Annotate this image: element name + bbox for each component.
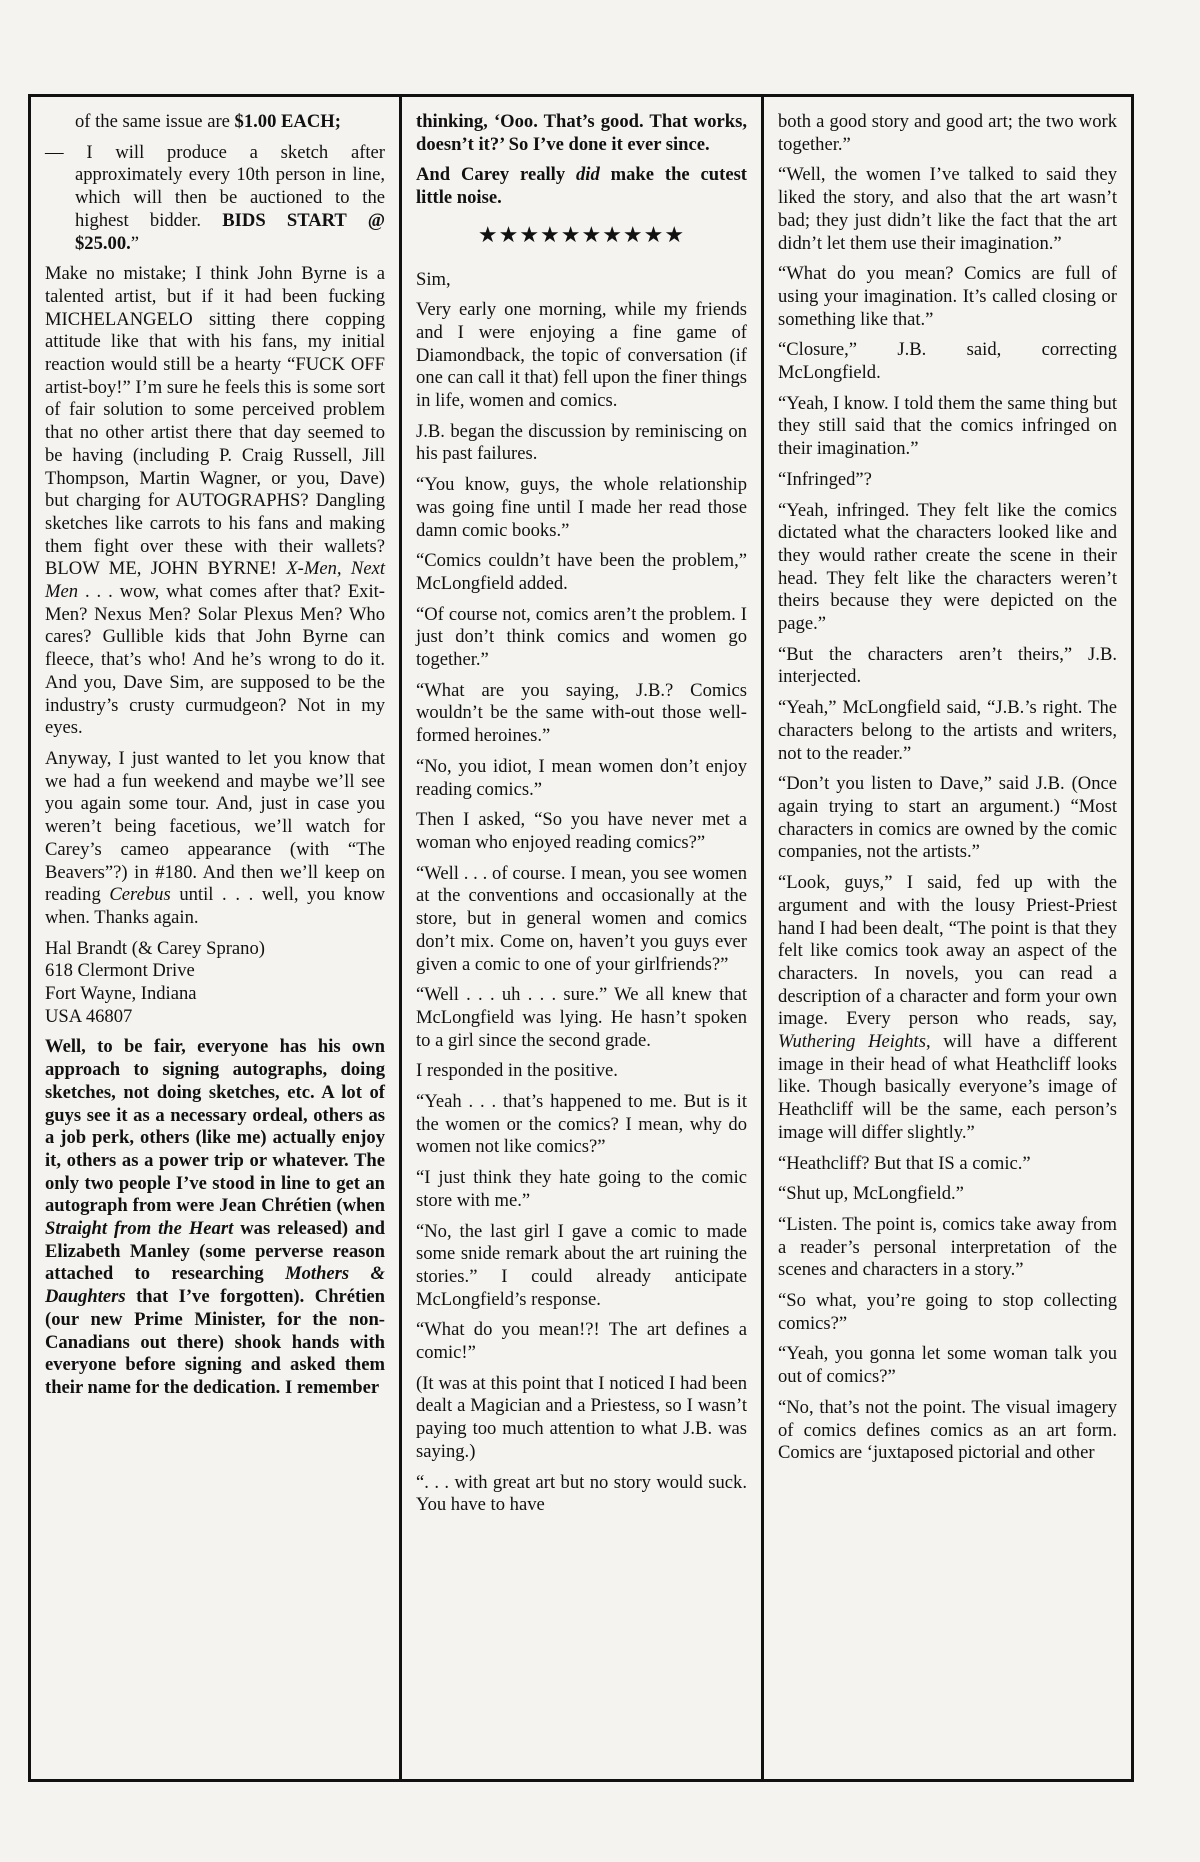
paragraph: “So what, you’re going to stop collecting comics?” (778, 1290, 1117, 1334)
paragraph: “Yeah,” McLongfield said, “J.B.’s right. The characters belong to the artists and writers, not to the reader.” (778, 697, 1117, 764)
address-line: USA 46807 (45, 1005, 133, 1027)
address-line: Fort Wayne, Indiana (45, 983, 197, 1005)
paragraph: “Look, guys,” I said, fed up with the argument and with the lousy Priest-Priest hand I had been dealt, “The point is that they felt like comics took away an aspect of the characters. In novels, you can read a description of a character and form your own image. Every person who reads, say, Wuthering Heights, will have a different image in their head of what Heathcliff looks like. Though basically everyone’s image of Heathcliff will be the same, each person’s image will differ slightly.” (778, 872, 1117, 1143)
paragraph: — I will produce a sketch after approximately every 10th person in line, which will then be auctioned to the highest bidder. BIDS START @ $25.00.” (45, 141, 385, 254)
page-frame (28, 94, 1134, 1782)
paragraph: “Heathcliff? But that IS a comic.” (778, 1152, 1031, 1174)
paragraph: of the same issue are $1.00 EACH; (75, 111, 341, 132)
paragraph: “Yeah, I know. I told them the same thing but they still said that the comics infringed on their imagination.” (778, 392, 1117, 460)
paragraph: “. . . with great art but no story would suck. You have to have (416, 1471, 747, 1516)
paragraph: “Infringed”? (778, 468, 872, 490)
paragraph: Very early one morning, while my friends and I were enjoying a fine game of Diamondback, the topic of conversation (if one can call it that) fell upon the finer things in life, women and comics. (416, 299, 747, 412)
paragraph: “You know, guys, the whole relationship was going fine until I made her read those damn comic books.” (416, 474, 747, 541)
address-line: 618 Clermont Drive (45, 960, 195, 982)
paragraph: “Of course not, comics aren’t the problem. I just don’t think comics and women go together.” (416, 603, 747, 671)
paragraph: “Closure,” J.B. said, correcting McLongfield. (778, 339, 1117, 384)
letter-signature-address (45, 938, 385, 1029)
section-divider-stars: ★★★★★★★★★★ (477, 221, 686, 247)
paragraph: “Well . . . of course. I mean, you see women at the conventions and occasionally at the store, but in general women and comics don’t mix. Come on, haven’t you guys ever given a comic to one of your girlfriends?” (416, 862, 747, 975)
address-line: Hal Brandt (& Carey Sprano) (45, 937, 265, 959)
paragraph: (It was at this point that I noticed I had been dealt a Magician and a Priestess, so I wasn’t paying too much attention to what J.B. was saying.) (416, 1372, 747, 1462)
paragraph: Sim, (416, 268, 451, 290)
paragraph: Well, to be fair, everyone has his own approach to signing autographs, doing sketches, not doing sketches, etc. A lot of guys see it as a necessary ordeal, others as a job perk, others (like me) actually enjoy it, others as a power trip or whatever. The only two people I’ve stood in line to get an autograph from were Jean Chrétien (when Straight from the Heart was released) and Elizabeth Manley (some perverse reason attached to researching Mothers & Daughters that I’ve forgotten). Chrétien (our new Prime Minister, for the non-Canadians out there) shook hands with everyone before signing and asked them their name for the dedication. I remember (45, 1036, 385, 1398)
paragraph: “What do you mean? Comics are full of using your imagination. It’s called closing or something like that.” (778, 263, 1117, 330)
paragraph: And Carey really did make the cutest little noise. (416, 164, 747, 209)
paragraph: “Don’t you listen to Dave,” said J.B. (Once again trying to start an argument.) “Most characters in comics are owned by the comic companies, not the artists.” (778, 773, 1117, 863)
paragraph: “Listen. The point is, comics take away from a reader’s personal interpretation of the scenes and characters in a story.” (778, 1213, 1117, 1281)
paragraph: “What do you mean!?! The art defines a comic!” (416, 1319, 747, 1364)
paragraph: “No, the last girl I gave a comic to made some snide remark about the art ruining the stories.” I could already anticipate McLongfield’s response. (416, 1220, 747, 1310)
paragraph: J.B. began the discussion by reminiscing on his past failures. (416, 420, 747, 465)
paragraph: “I just think they hate going to the comic store with me.” (416, 1167, 747, 1211)
paragraph: “Yeah, you gonna let some woman talk you out of comics?” (778, 1343, 1117, 1388)
paragraph: I responded in the positive. (416, 1060, 618, 1082)
column-1 (31, 97, 399, 1779)
paragraph: Anyway, I just wanted to let you know that we had a fun weekend and maybe we’ll see you again some tour. And, just in case you weren’t being facetious, we’ll watch for Carey’s cameo appearance (with “The Beavers”?) in #180. And then we’ll keep on reading Cerebus until . . . well, you know when. Thanks again. (45, 747, 385, 928)
paragraph: both a good story and good art; the two work together.” (778, 111, 1117, 155)
paragraph: “But the characters aren’t theirs,” J.B. interjected. (778, 643, 1117, 688)
column-3 (764, 97, 1131, 1779)
paragraph: “Yeah, infringed. They felt like the comics dictated what the characters looked like and they would rather create the scene in their head. They felt like the characters weren’t theirs because they were depicted on the page.” (778, 499, 1117, 635)
paragraph: “Yeah . . . that’s happened to me. But is it the women or the comics? I mean, why do women not like comics?” (416, 1091, 747, 1158)
paragraph: “What are you saying, J.B.? Comics wouldn’t be the same with-out those well-formed heroines.” (416, 679, 747, 747)
paragraph: “Shut up, McLongfield.” (778, 1183, 964, 1205)
paragraph: Then I asked, “So you have never met a woman who enjoyed reading comics?” (416, 809, 747, 853)
paragraph: “Well . . . uh . . . sure.” We all knew that McLongfield was lying. He hasn’t spoken to a girl since the second grade. (416, 984, 747, 1051)
paragraph: Make no mistake; I think John Byrne is a talented artist, but if it had been fucking MICHELANGELO sitting there copping attitude like that with his fans, my initial reaction would still be a hearty “FUCK OFF artist-boy!” I’m sure he feels this is some sort of fair solution to some perceived problem that no other artist there that day seemed to be having (including P. Craig Russell, Jill Thompson, Martin Wagner, or you, Dave) but charging for AUTOGRAPHS? Dangling sketches like carrots to his fans and making them fight over these with their wallets? BLOW ME, JOHN BYRNE! X-Men, Next Men . . . wow, what comes after that? Exit-Men? Nexus Men? Solar Plexus Men? Who cares? Gullible kids that John Byrne can fleece, that’s who! And he’s wrong to do it. And you, Dave Sim, are supposed to be the industry’s crusty curmudgeon? Not in my eyes. (45, 263, 385, 739)
paragraph: “No, you idiot, I mean women don’t enjoy reading comics.” (416, 755, 747, 800)
paragraph: “Comics couldn’t have been the problem,” McLongfield added. (416, 550, 747, 594)
column-2 (399, 97, 764, 1779)
paragraph: “No, that’s not the point. The visual imagery of comics defines comics as an art form. Comics are ‘juxtaposed pictorial and other (778, 1396, 1117, 1464)
paragraph: “Well, the women I’ve talked to said they liked the story, and also that the art wasn’t bad; they just didn’t like the fact that the art didn’t let them use their imagination.” (778, 164, 1117, 254)
paragraph: thinking, ‘Ooo. That’s good. That works, doesn’t it?’ So I’ve done it ever since. (416, 111, 747, 155)
